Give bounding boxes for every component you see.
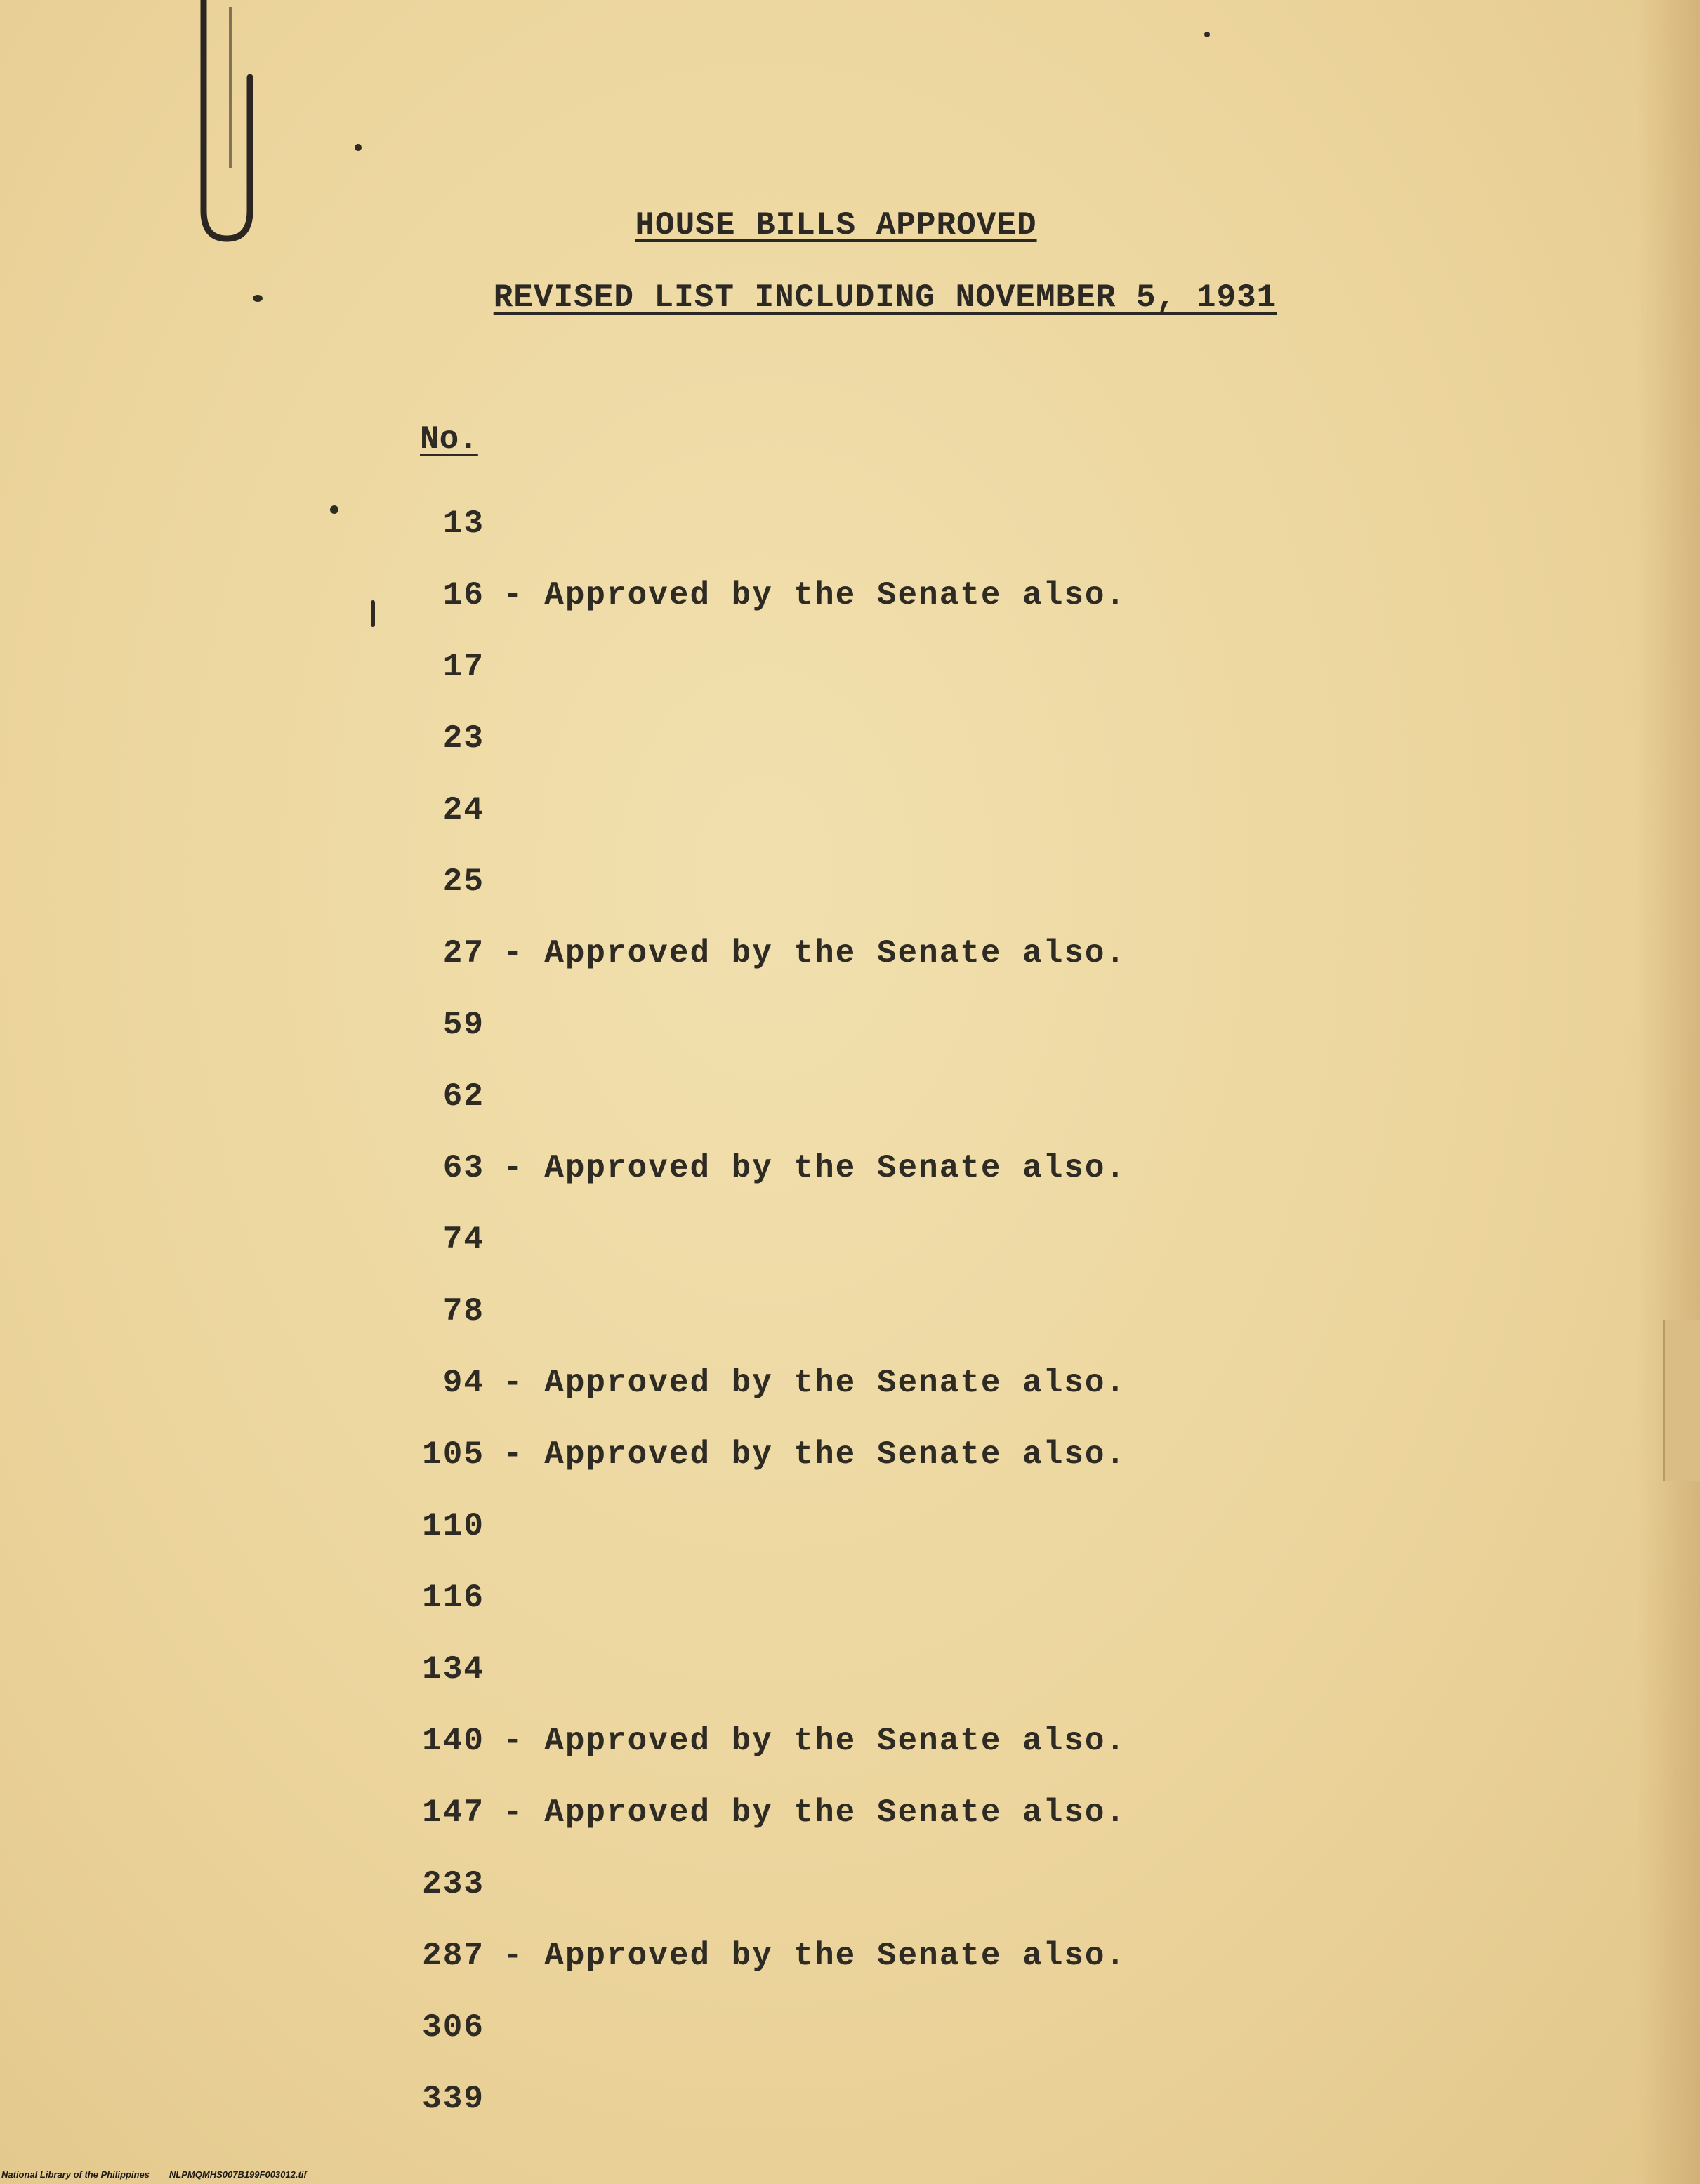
bill-note: - Approved by the Senate also. (503, 1938, 1127, 1974)
bill-number: 16 (442, 577, 485, 614)
bill-note: - Approved by the Senate also. (503, 1723, 1127, 1759)
bill-number: 94 (442, 1365, 485, 1401)
bill-number: 78 (442, 1293, 485, 1330)
bill-row (393, 1061, 1126, 1132)
bill-row (393, 703, 1126, 774)
ink-spot (355, 144, 362, 151)
bill-number: 25 (442, 863, 485, 900)
bill-row (393, 631, 1126, 703)
bill-number: 23 (442, 720, 485, 757)
bill-row (393, 918, 1126, 989)
bill-row (393, 774, 1126, 846)
bill-row (393, 560, 1126, 631)
bill-row (393, 846, 1126, 918)
document-subtitle: REVISED LIST INCLUDING NOVEMBER 5, 1931 (493, 279, 1277, 316)
bill-row (393, 1132, 1126, 1204)
bill-number: 63 (442, 1150, 485, 1186)
bill-row (393, 488, 1126, 560)
bill-number: 339 (422, 2081, 485, 2117)
bill-row (393, 1777, 1126, 1848)
bill-number: 147 (422, 1794, 485, 1831)
bill-row (393, 1562, 1126, 1634)
bill-number: 233 (422, 1866, 485, 1902)
bill-row (393, 1419, 1126, 1490)
bill-row (393, 1490, 1126, 1562)
ink-spot (330, 505, 338, 514)
bill-number: 110 (422, 1508, 485, 1544)
bill-number: 140 (422, 1723, 485, 1759)
bill-row (393, 1705, 1126, 1777)
bill-number: 105 (422, 1436, 485, 1473)
bill-number: 13 (442, 505, 485, 542)
bill-number: 59 (442, 1007, 485, 1043)
bill-number: 287 (422, 1938, 485, 1974)
bill-number: 24 (442, 792, 485, 828)
bill-row (393, 1634, 1126, 1705)
bill-note: - Approved by the Senate also. (503, 577, 1127, 614)
bill-row (393, 1347, 1126, 1419)
bill-row (393, 989, 1126, 1061)
scan-footer (1, 2169, 307, 2180)
bill-note: - Approved by the Senate also. (503, 1436, 1127, 1473)
bill-list (393, 488, 1126, 2135)
bill-row (393, 1992, 1126, 2063)
bill-number: 306 (422, 2009, 485, 2046)
paperclip-icon (188, 0, 265, 242)
bill-number: 134 (422, 1651, 485, 1688)
bill-number: 27 (442, 935, 485, 972)
paper-tear (1663, 1320, 1700, 1481)
column-header-no: No. (420, 421, 478, 458)
bill-number: 62 (442, 1078, 485, 1115)
bill-row (393, 2063, 1126, 2135)
bill-row (393, 1920, 1126, 1992)
bill-row (393, 1204, 1126, 1276)
file-identifier: NLPMQMHS007B199F003012.tif (169, 2169, 307, 2180)
bill-number: 116 (422, 1580, 485, 1616)
paper-edge-stain (1637, 0, 1700, 2184)
bill-note: - Approved by the Senate also. (503, 1150, 1127, 1186)
ink-spot (371, 600, 375, 627)
bill-number: 17 (442, 649, 485, 685)
bill-note: - Approved by the Senate also. (503, 1365, 1127, 1401)
bill-note: - Approved by the Senate also. (503, 935, 1127, 972)
bill-row (393, 1848, 1126, 1920)
ink-spot (1204, 32, 1210, 37)
bill-row (393, 1276, 1126, 1347)
bill-note: - Approved by the Senate also. (503, 1794, 1127, 1831)
library-credit: National Library of the Philippines (1, 2169, 150, 2180)
document-title: HOUSE BILLS APPROVED (635, 207, 1037, 244)
bill-number: 74 (442, 1222, 485, 1258)
